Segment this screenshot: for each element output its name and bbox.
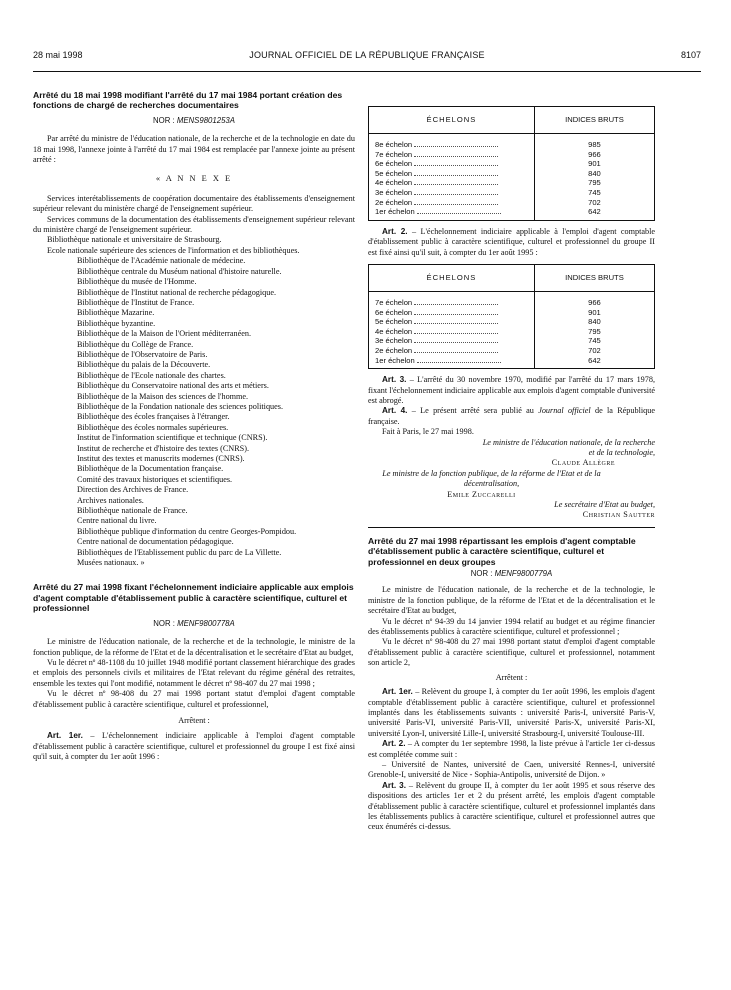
paragraph: Par arrêté du ministre de l'éducation nationale, de la recherche et de la technologie en date du 18 mai 1998, l'annexe jointe à l'arrêté du 17 mai 1984 est remplacée par l'annexe jointe au présent arrêté : bbox=[33, 134, 355, 165]
table-row bbox=[369, 356, 655, 369]
leader-dots bbox=[414, 327, 498, 334]
table-row bbox=[369, 346, 655, 356]
echelon-label: 5e échelon bbox=[369, 169, 535, 179]
table-row bbox=[369, 198, 655, 208]
table-row bbox=[369, 317, 655, 327]
annexe-list-item: Bibliothèque de l'Ecole nationale des chartes. bbox=[77, 370, 226, 380]
article: Art. 2. – L'échelonnement indiciaire applicable à l'emploi d'agent comptable d'établissement public à caractère scientifique, culturel et professionnel du groupe II est fixé ainsi qu'il suit, à compter du 1er août 1995 : bbox=[368, 226, 655, 257]
annexe-list-item: Bibliothèque des écoles françaises à l'étranger. bbox=[77, 412, 230, 422]
echelon-table bbox=[368, 264, 655, 369]
paragraph: Vu le décret nº 48-1108 du 10 juillet 1948 modifié portant classement hiérarchique des grades et emplois des personnels civils et militaires de l'Etat relevant du régime général des retraites, ensemble les textes qui l'ont modifié, notamment le décret nº 98-407 du 27 mai 1998 ; bbox=[33, 657, 355, 688]
leader-dots bbox=[414, 317, 498, 324]
annexe-list-item: Bibliothèque du palais de la Découverte. bbox=[77, 360, 211, 370]
signature-name: Claude Allègre bbox=[551, 458, 615, 468]
table-header: ÉCHELONS bbox=[369, 264, 535, 291]
paragraph: – Université de Nantes, université de Caen, université Rennes-I, université Grenoble-I, université de Nice - Sophia-Antipolis, université de Dijon. » bbox=[368, 759, 655, 780]
annexe-list-item: Institut des textes et manuscrits modernes (CNRS). bbox=[77, 454, 245, 463]
indice-value: 795 bbox=[534, 327, 654, 337]
signature-title: Le ministre de la fonction publique, de la réforme de l'Etat et de la décentralisation, bbox=[382, 468, 601, 489]
echelon-label: 8e échelon bbox=[369, 134, 535, 150]
leader-dots bbox=[414, 159, 498, 166]
nor-code: MENF9800778A bbox=[177, 618, 235, 628]
leader-dots bbox=[417, 207, 501, 214]
echelon-label: 7e échelon bbox=[369, 291, 535, 307]
annexe-list-item: Bibliothèque du Collège de France. bbox=[77, 339, 194, 349]
leader-dots bbox=[414, 346, 498, 353]
table-header: INDICES BRUTS bbox=[534, 264, 654, 291]
echelon-label: 1er échelon bbox=[369, 207, 535, 220]
annexe-list-item: Bibliothèque de la Fondation nationale des sciences politiques. bbox=[77, 401, 284, 411]
article: Art. 3. – L'arrêté du 30 novembre 1970, modifié par l'arrêté du 17 mars 1978, fixant l'échelonnement indiciaire applicable aux emplois d'agent comptable d'université est abrogé. bbox=[368, 375, 655, 405]
table-row bbox=[369, 134, 655, 150]
annexe-list-item: Bibliothèque nationale de France. bbox=[77, 506, 188, 516]
annexe-list-item: Bibliothèque de la Documentation française. bbox=[77, 464, 224, 474]
annexe-list-item: Bibliothèque de l'Institut national de recherche pédagogique. bbox=[77, 287, 277, 297]
annexe-list-item: Bibliothèques de l'Etablissement public du parc de La Villette. bbox=[77, 547, 282, 557]
annexe-list-item: Bibliothèque byzantine. bbox=[77, 318, 156, 328]
right-column bbox=[368, 104, 655, 833]
leader-dots bbox=[414, 140, 498, 147]
article: Art. 1er. – Relèvent du groupe I, à compter du 1er août 1996, les emplois d'agent comptable d'établissement public à caractère scientifique, culturel et professionnel implantés dans les établissements suivants : université Paris-I, université Paris-V, université Paris-VI, université Paris-VII, université Paris-X, université Paris-XI, université Lyon-I, université Lille-I, université Strasbourg-I, université Toulouse-III. bbox=[368, 687, 655, 738]
leader-dots bbox=[414, 150, 498, 157]
section-title: Arrêté du 18 mai 1998 modifiant l'arrêté du 17 mai 1984 portant création des fonctions de chargé de recherches documentaires bbox=[33, 90, 343, 111]
echelon-label: 4e échelon bbox=[369, 327, 535, 337]
header-rule bbox=[33, 71, 701, 72]
annexe-list-item: Archives nationales. bbox=[77, 495, 144, 505]
echelon-label: 3e échelon bbox=[369, 336, 535, 346]
annexe-list-item: Bibliothèque des écoles normales supérieures. bbox=[77, 422, 229, 432]
indice-value: 642 bbox=[534, 356, 654, 369]
place-date: Fait à Paris, le 27 mai 1998. bbox=[382, 427, 474, 437]
header-date: 28 mai 1998 bbox=[33, 50, 83, 60]
annexe-list-item: Bibliothèque de l'Institut de France. bbox=[77, 297, 195, 307]
header-journal-title: JOURNAL OFFICIEL DE LA RÉPUBLIQUE FRANÇAISE bbox=[249, 50, 485, 60]
page-header bbox=[33, 50, 701, 64]
table-row bbox=[369, 336, 655, 346]
annexe-list bbox=[33, 256, 355, 568]
paragraph: Bibliothèque nationale et universitaire de Strasbourg. bbox=[47, 235, 222, 245]
nor-reference: NOR : MENF9800778A bbox=[153, 618, 235, 628]
indice-value: 901 bbox=[534, 159, 654, 169]
table-row bbox=[369, 327, 655, 337]
echelon-label: 3e échelon bbox=[369, 188, 535, 198]
leader-dots bbox=[414, 298, 498, 305]
annexe-list-item: Bibliothèque de l'Observatoire de Paris. bbox=[77, 349, 208, 359]
annexe-list-item: Bibliothèque de la Maison de l'Orient méditerranéen. bbox=[77, 329, 252, 339]
arretent: Arrêtent : bbox=[178, 715, 210, 725]
annexe-list-item: Bibliothèque de l'Académie nationale de médecine. bbox=[77, 256, 246, 266]
article: Art. 2. – A compter du 1er septembre 1998, la liste prévue à l'article 1er ci-dessus est complétée comme suit : bbox=[368, 739, 655, 759]
paragraph: Ecole nationale supérieure des sciences de l'information et des bibliothèques. bbox=[47, 245, 300, 255]
arretent: Arrêtent : bbox=[495, 672, 528, 682]
signature-name: Christian Sautter bbox=[582, 510, 655, 520]
leader-dots bbox=[417, 356, 501, 363]
annexe-list-item: Musées nationaux. » bbox=[77, 558, 145, 568]
nor-code: MENF9800779A bbox=[494, 569, 553, 579]
echelon-table bbox=[368, 106, 655, 221]
article: Art. 3. – Relèvent du groupe II, à compter du 1er août 1995 et sous réserve des dispositions des articles 1er et 2 du présent arrêté, les emplois d'agent comptable d'établissement public à caractère scientifique, culturel et professionnel implantés dans les établissements publics à caractère scientifique, culturel et professionnel autres que ceux énumérés ci-dessus. bbox=[368, 780, 655, 832]
paragraph: Vu le décret nº 98-408 du 27 mai 1998 portant statut d'emploi d'agent comptable d'établissement public à caractère scientifique, culturel et professionnel, notamment son article 2, bbox=[368, 637, 655, 668]
table-row bbox=[369, 159, 655, 169]
nor-reference: NOR : MENF9800779A bbox=[470, 569, 553, 579]
echelon-label: 6e échelon bbox=[369, 308, 535, 318]
echelon-label: 6e échelon bbox=[369, 159, 535, 169]
article: Art. 1er. – L'échelonnement indiciaire applicable à l'emploi d'agent comptable d'établissement public à caractère scientifique, culturel et professionnel du groupe I est fixé ainsi qu'il suit, à compter du 1er août 1996 : bbox=[33, 731, 355, 762]
echelon-label: 5e échelon bbox=[369, 317, 535, 327]
annexe-list-item: Bibliothèque de la Maison des sciences de l'homme. bbox=[77, 391, 249, 401]
article: Art. 4. – Le présent arrêté sera publié au Journal officiel de la République française. bbox=[368, 406, 655, 426]
indice-value: 745 bbox=[534, 336, 654, 346]
table-row bbox=[369, 207, 655, 220]
table-row bbox=[369, 178, 655, 188]
paragraph: Vu le décret nº 98-408 du 27 mai 1998 portant statut d'emploi d'agent comptable d'établissement public à caractère scientifique, culturel et professionnel, bbox=[33, 689, 355, 709]
table-row bbox=[369, 150, 655, 160]
paragraph: Services interétablissements de coopération documentaire des établissements d'enseignement supérieur relevant du ministère chargé de l'enseignement supérieur. bbox=[33, 193, 355, 214]
paragraph: Le ministre de l'éducation nationale, de la recherche et de la technologie, le ministre de la fonction publique, de la réforme de l'Etat et de la décentralisation et le secrétaire d'Etat au budget, bbox=[33, 637, 355, 657]
leader-dots bbox=[414, 198, 498, 205]
echelon-label: 2e échelon bbox=[369, 198, 535, 208]
annexe-title: « A N N E X E bbox=[155, 174, 233, 184]
annexe-list-item: Institut de l'information scientifique et technique (CNRS). bbox=[77, 433, 268, 443]
header-page-number: 8107 bbox=[680, 50, 701, 60]
section-title: Arrêté du 27 mai 1998 fixant l'échelonnement indiciaire applicable aux emplois d'agent comptable d'établissement public à caractère scientifique, culturel et professionnel bbox=[33, 582, 354, 614]
leader-dots bbox=[414, 188, 498, 195]
indice-value: 795 bbox=[534, 178, 654, 188]
indice-value: 966 bbox=[534, 150, 654, 160]
annexe-list-item: Direction des Archives de France. bbox=[77, 485, 189, 495]
annexe-list-item: Bibliothèque du Conservatoire national des arts et métiers. bbox=[77, 381, 269, 391]
indice-value: 901 bbox=[534, 308, 654, 318]
indice-value: 745 bbox=[534, 188, 654, 198]
nor-reference: NOR : MENS9801253A bbox=[153, 115, 235, 125]
section-title: Arrêté du 27 mai 1998 répartissant les emplois d'agent comptable d'établissement public à caractère scientifique, culturel et professionnel en deux groupes bbox=[368, 535, 636, 567]
echelon-label: 1er échelon bbox=[369, 356, 535, 369]
echelon-label: 2e échelon bbox=[369, 346, 535, 356]
annexe-list-item: Institut de recherche et d'histoire des textes (CNRS). bbox=[77, 443, 250, 453]
annexe-list-item: Bibliothèque Mazarine. bbox=[77, 308, 155, 318]
table-header: ÉCHELONS bbox=[369, 107, 535, 134]
leader-dots bbox=[414, 169, 498, 176]
annexe-list-item: Bibliothèque du musée de l'Homme. bbox=[77, 277, 197, 287]
indice-value: 702 bbox=[534, 346, 654, 356]
paragraph: Services communs de la documentation des établissements d'enseignement supérieur relevant du ministère chargé de l'enseignement supérieur. bbox=[33, 214, 355, 235]
left-column bbox=[33, 90, 355, 763]
paragraph: Le ministre de l'éducation nationale, de la recherche et de la technologie, le ministre de la fonction publique, de la réforme de l'Etat et de la décentralisation et le secrétaire d'Etat au budget, bbox=[368, 585, 655, 616]
section-divider bbox=[368, 527, 655, 528]
signature-title: Le secrétaire d'Etat au budget, bbox=[554, 500, 655, 509]
leader-dots bbox=[414, 308, 498, 315]
indice-value: 985 bbox=[534, 134, 654, 150]
signature-name: Emile Zuccarelli bbox=[447, 489, 516, 499]
indice-value: 840 bbox=[534, 169, 654, 179]
table-row bbox=[369, 188, 655, 198]
table-row bbox=[369, 308, 655, 318]
paragraph: Vu le décret nº 94-39 du 14 janvier 1994 relatif au budget et au régime financier des établissements publics à caractère scientifique, culturel et professionnel ; bbox=[368, 616, 655, 637]
echelon-label: 7e échelon bbox=[369, 150, 535, 160]
indice-value: 642 bbox=[534, 207, 654, 220]
table-row bbox=[369, 291, 655, 307]
echelon-label: 4e échelon bbox=[369, 178, 535, 188]
leader-dots bbox=[414, 178, 498, 185]
leader-dots bbox=[414, 336, 498, 343]
indice-value: 702 bbox=[534, 198, 654, 208]
table-row bbox=[369, 169, 655, 179]
annexe-list-item: Comité des travaux historiques et scientifiques. bbox=[77, 474, 233, 484]
nor-code: MENS9801253A bbox=[176, 115, 235, 125]
table-header: INDICES BRUTS bbox=[534, 107, 654, 134]
indice-value: 840 bbox=[534, 317, 654, 327]
annexe-list-item: Bibliothèque centrale du Muséum national d'histoire naturelle. bbox=[77, 266, 282, 276]
indice-value: 966 bbox=[534, 291, 654, 307]
annexe-list-item: Centre national du livre. bbox=[77, 516, 157, 526]
signature-title: Le ministre de l'éducation nationale, de la recherche et de la technologie, bbox=[482, 437, 655, 457]
annexe-list-item: Bibliothèque publique d'information du centre Georges-Pompidou. bbox=[77, 526, 297, 536]
annexe-list-item: Centre national de documentation pédagogique. bbox=[77, 537, 234, 547]
